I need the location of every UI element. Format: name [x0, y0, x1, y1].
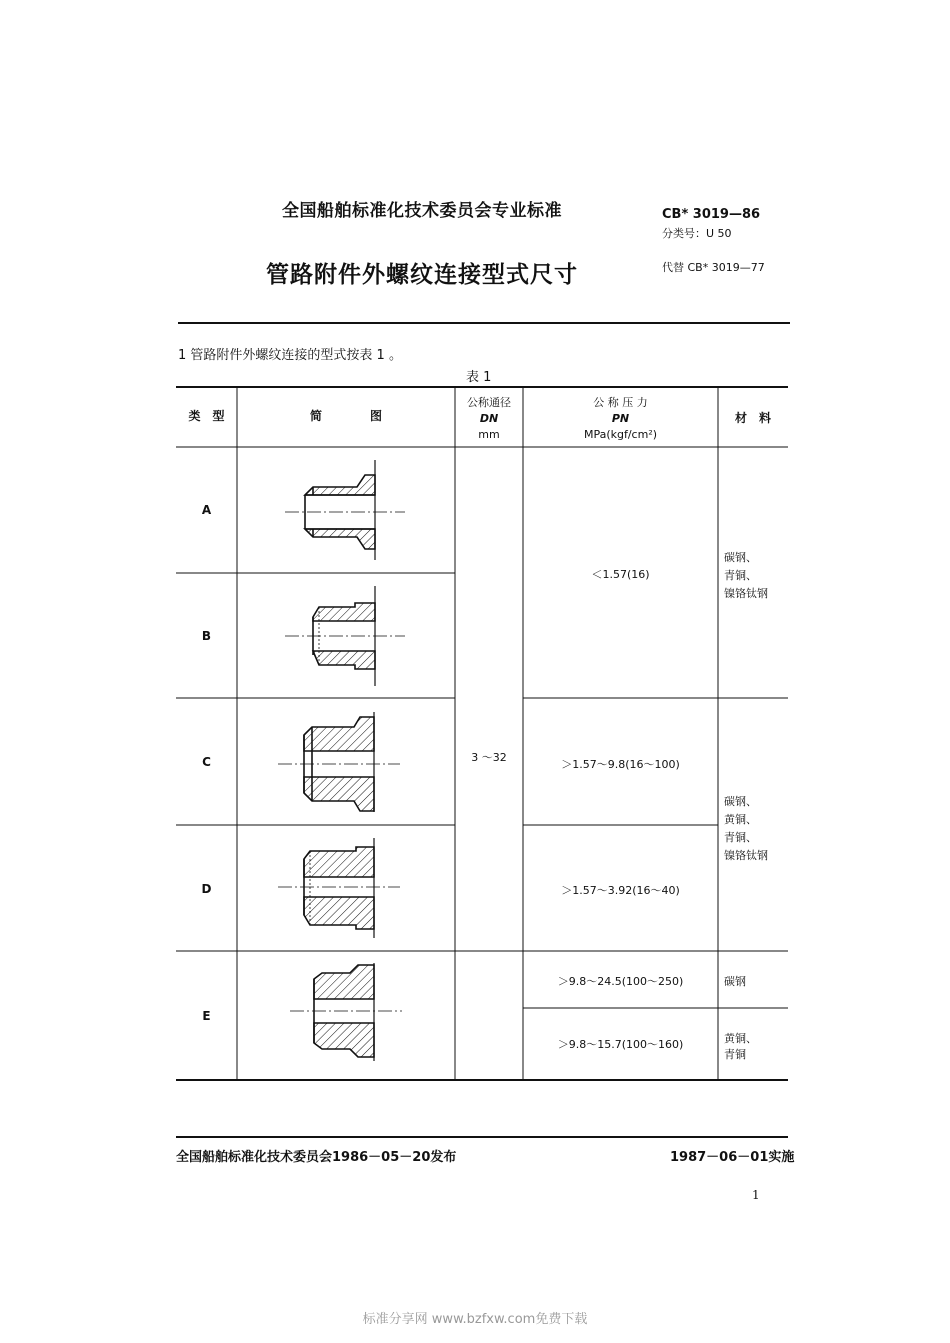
header-sketch: 简 图: [309, 409, 382, 423]
type-label-d: D: [201, 882, 212, 896]
header-pn: 公 称 压 力 PN MPa(kgf/cm²): [583, 396, 658, 441]
dn-value: 3 ～32: [471, 751, 507, 764]
issue-date: 全国船舶标准化技术委员会1986－05－20发布: [176, 1150, 457, 1165]
sketch-type-d: [270, 833, 420, 943]
material-e1: 碳钢: [724, 975, 746, 988]
material-ab: 碳钢、 青铜、 镍铬钛钢: [724, 551, 768, 600]
sketch-type-a: [275, 455, 415, 565]
type-label-b: B: [201, 629, 212, 643]
header-type: 类 型: [188, 409, 225, 423]
material-cd: 碳钢、 黄铜、 青铜、 镍铬钛钢: [724, 795, 768, 862]
pressure-ab: ＜1.57(16): [591, 568, 650, 581]
table-caption: 表 1: [466, 370, 492, 385]
clause-1: 1 管路附件外螺纹连接的型式按表 1 。: [178, 348, 402, 363]
replaces-standard: 代替 CB* 3019—77: [662, 261, 765, 274]
pressure-d: ＞1.57～3.92(16～40): [561, 884, 680, 897]
header-dn: 公称通径 DN mm: [467, 396, 511, 441]
sketch-type-e: [270, 961, 420, 1071]
standard-number: CB* 3019—86: [662, 207, 761, 222]
classification-number: 分类号：U 50: [662, 227, 732, 240]
type-label-a: A: [201, 503, 212, 517]
pressure-e1: ＞9.8～24.5(100～250): [557, 975, 684, 988]
footer-rule: [176, 1136, 788, 1138]
header-material: 材 料: [734, 411, 771, 425]
watermark: 标准分享网 www.bzfxw.com免费下载: [362, 1312, 588, 1327]
document-title: 管路附件外螺纹连接型式尺寸: [266, 262, 578, 288]
page-number: 1: [752, 1188, 760, 1202]
type-label-e: E: [202, 1009, 211, 1023]
effective-date: 1987－06－01实施: [670, 1150, 795, 1165]
issuing-organization: 全国船舶标准化技术委员会专业标准: [282, 201, 562, 221]
sketch-type-b: [275, 581, 415, 691]
type-label-c: C: [202, 755, 211, 769]
pressure-e2: ＞9.8～15.7(100～160): [557, 1038, 684, 1051]
material-e2: 黄铜、 青铜: [724, 1032, 757, 1061]
sketch-type-c: [270, 707, 420, 817]
pressure-c: ＞1.57～9.8(16～100): [561, 758, 680, 771]
